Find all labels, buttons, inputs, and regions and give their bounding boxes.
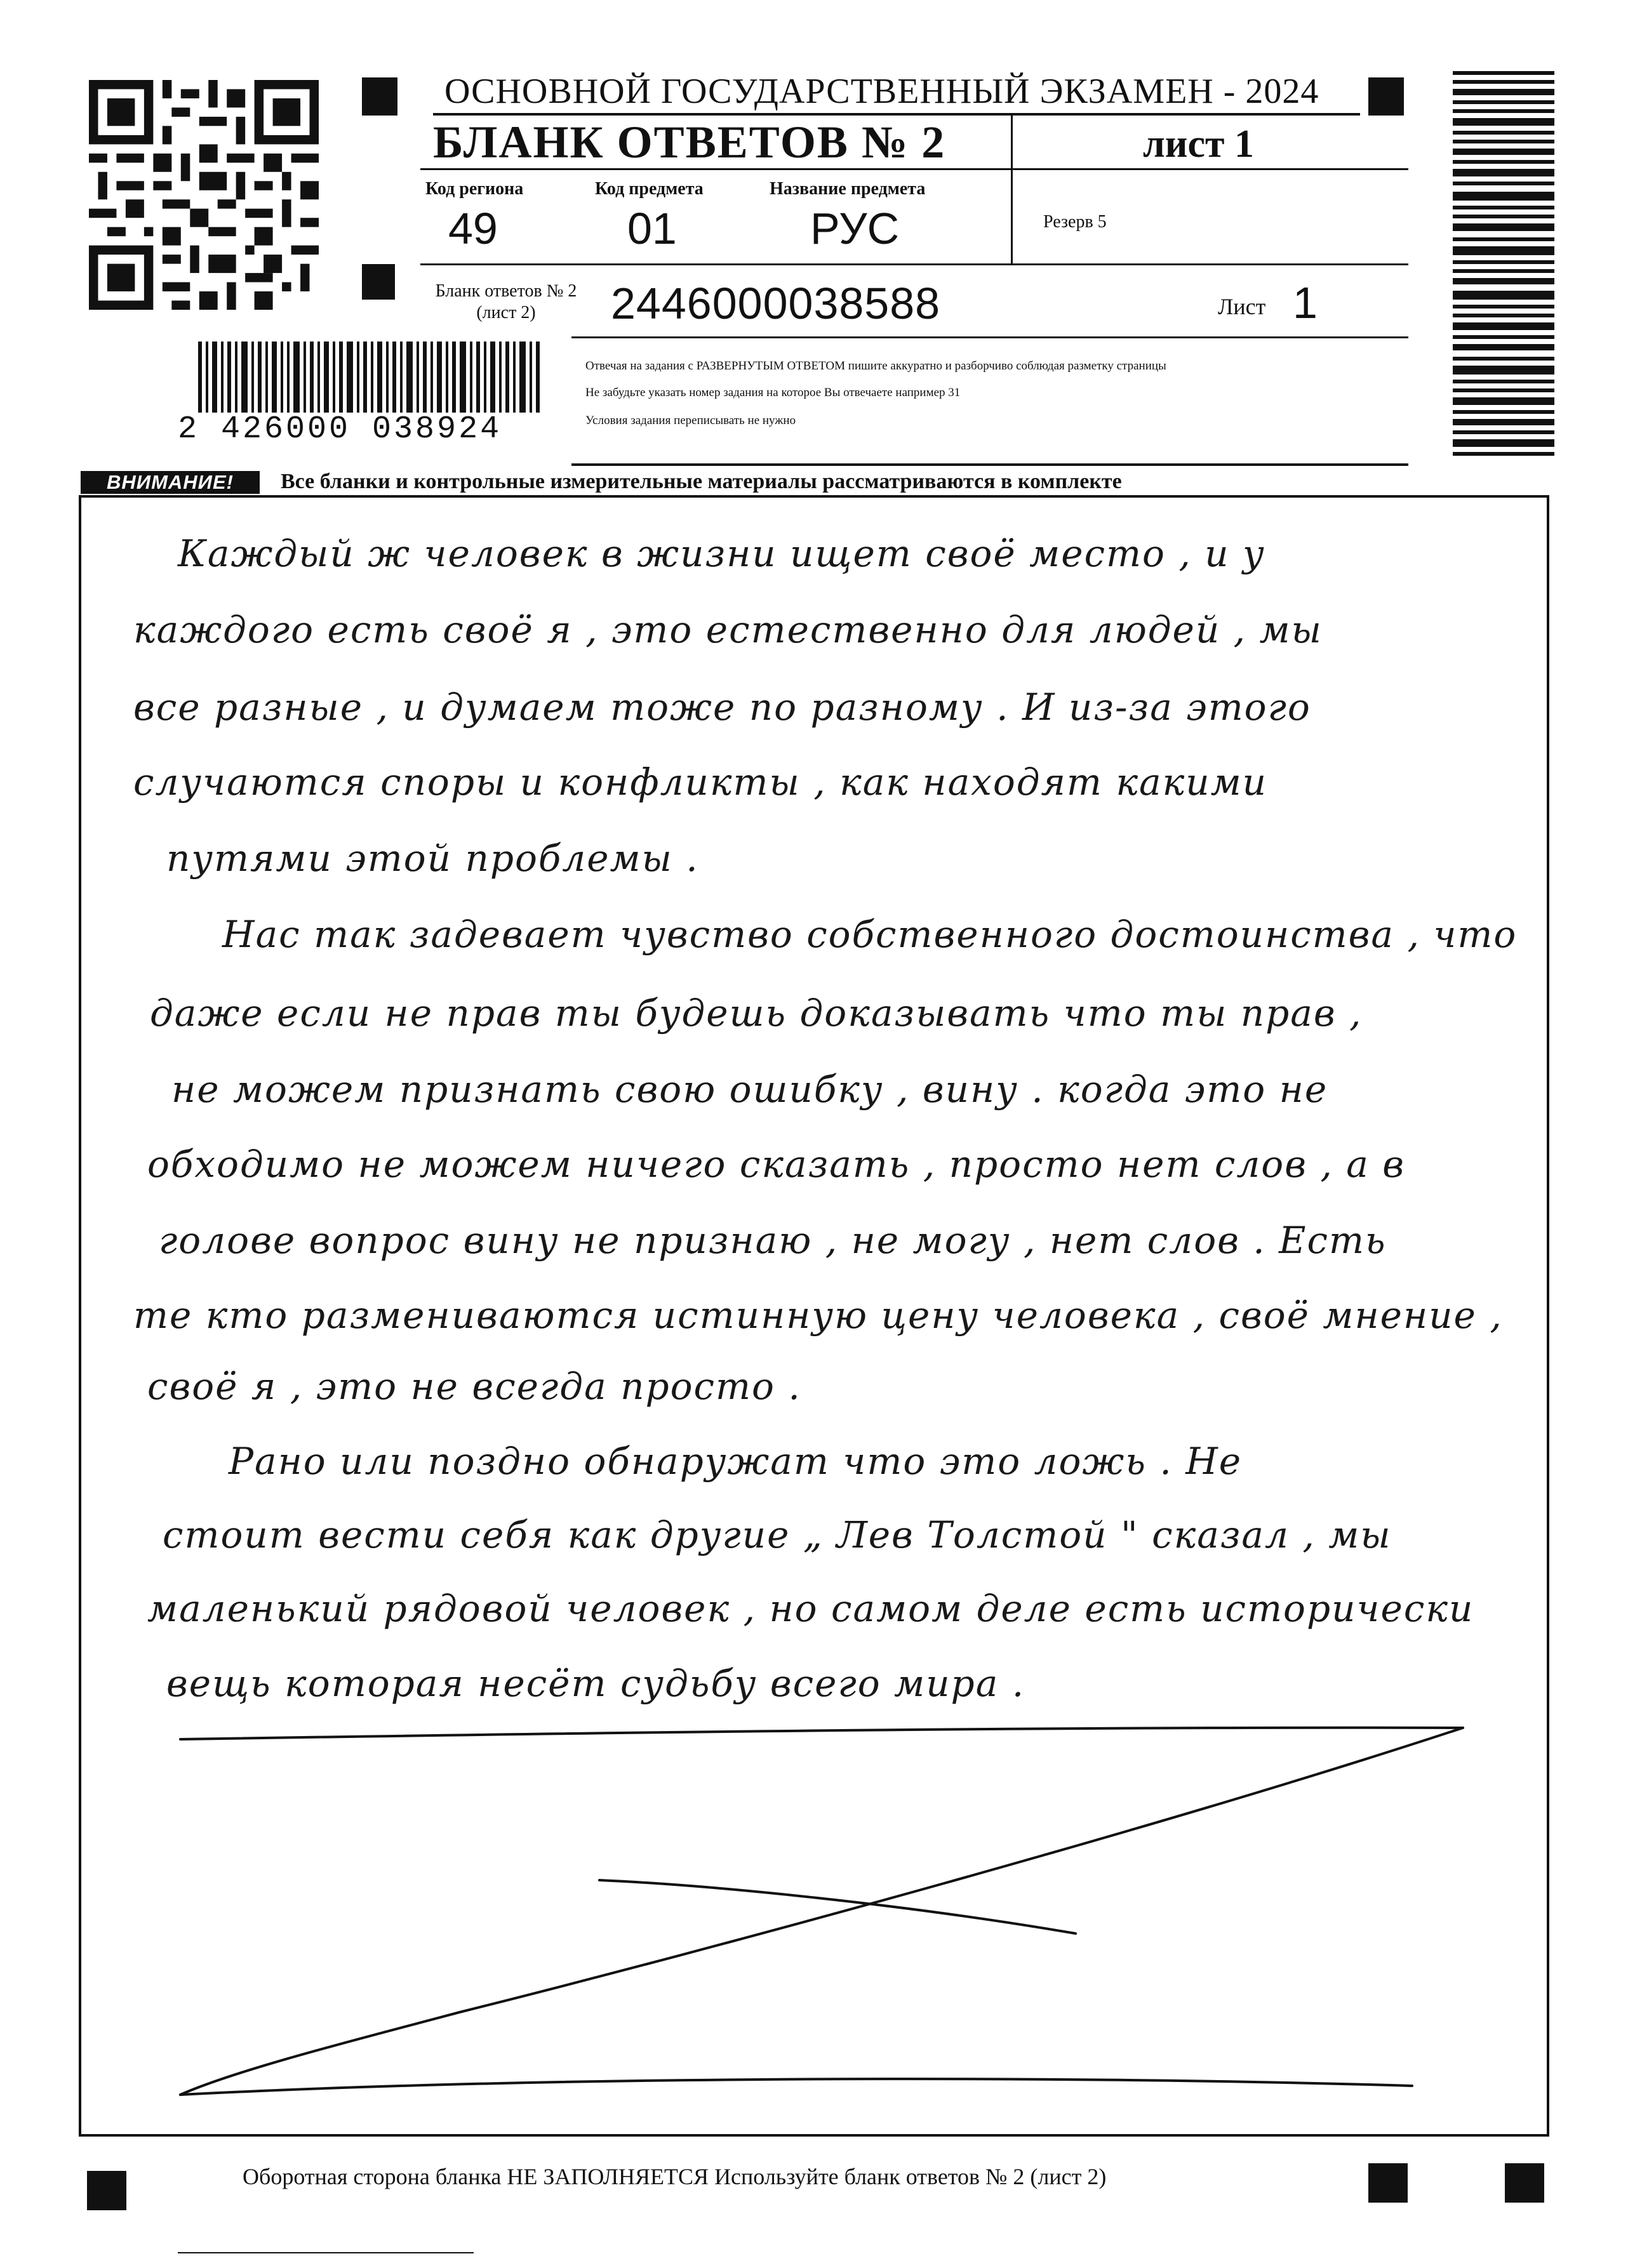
header-line-1 <box>420 168 1408 170</box>
answer-line-5: путями этой проблемы . <box>166 837 699 880</box>
subject-code-label: Код предмета <box>595 179 704 199</box>
unused-area-strike <box>79 1714 1549 2133</box>
answer-line-6: Нас так задевает чувство собственного достоинства , что <box>222 913 1518 956</box>
instruction-line-3: Условия задания переписывать не нужно <box>585 414 796 427</box>
answer-line-9: обходимо не можем ничего сказать , просто нет слов , а в <box>147 1143 1406 1186</box>
side-barcode <box>1453 71 1554 458</box>
alignment-marker-bottom-right <box>1505 2163 1544 2203</box>
header-line-2 <box>420 263 1408 265</box>
header-line-4 <box>571 463 1408 466</box>
answer-line-16: вещь которая несёт судьбу всего мира . <box>166 1662 1025 1705</box>
linked-form-label-line1: Бланк ответов № 2 <box>435 281 577 301</box>
exam-title-underline <box>433 113 1360 116</box>
answer-line-13: Рано или поздно обнаружат что это ложь . Не <box>229 1440 1243 1483</box>
linear-barcode <box>198 342 540 413</box>
form-title: БЛАНК ОТВЕТОВ № 2 <box>433 117 946 168</box>
answer-line-15: маленький рядовой человек , но самом деле есть исторически <box>147 1587 1474 1630</box>
answer-line-12: своё я , это не всегда просто . <box>147 1365 801 1408</box>
region-label: Код региона <box>425 179 524 199</box>
answer-line-1: Каждый ж человек в жизни ищет своё место , и у <box>178 532 1265 575</box>
answer-line-4: случаются споры и конфликты , как находят какими <box>133 760 1268 804</box>
footer-rule <box>178 2252 474 2253</box>
list-label: Лист <box>1218 294 1266 319</box>
answer-line-10: голове вопрос вину не признаю , не могу , нет слов . Есть <box>159 1219 1387 1262</box>
answer-line-11: те кто размениваются истинную цену человека , своё мнение , <box>133 1294 1503 1337</box>
alignment-marker-mid-left <box>362 264 395 300</box>
header-line-3 <box>571 336 1408 338</box>
reserve-field: Резерв 5 <box>1043 212 1107 232</box>
barcode-number: 2 426000 038924 <box>178 411 502 448</box>
instruction-line-2: Не забудьте указать номер задания на которое Вы отвечаете например 31 <box>585 386 961 399</box>
instruction-line-1: Отвечая на задания с РАЗВЕРНУТЫМ ОТВЕТОМ пишите аккуратно и разборчиво соблюдая разметку страницы <box>585 359 1166 373</box>
linked-form-label-line2: (лист 2) <box>476 303 536 322</box>
list-number: 1 <box>1293 278 1318 328</box>
qr-code <box>89 77 319 312</box>
subject-name-value: РУС <box>810 204 900 253</box>
answer-line-2: каждого есть своё я , это естественно для людей , мы <box>133 608 1323 651</box>
sheet-title: лист 1 <box>1143 123 1254 166</box>
alignment-marker-bottom-mid <box>1368 2163 1408 2203</box>
region-value: 49 <box>448 204 498 253</box>
alignment-marker-top-right <box>1368 77 1404 116</box>
exam-title: ОСНОВНОЙ ГОСУДАРСТВЕННЫЙ ЭКЗАМЕН - 2024 <box>444 72 1319 111</box>
answer-line-7: даже если не прав ты будешь доказывать что ты прав , <box>150 991 1363 1035</box>
subject-code-value: 01 <box>627 204 677 253</box>
header-divider-vertical <box>1011 116 1013 265</box>
blank-number: 2446000038588 <box>611 279 941 328</box>
answer-line-14: стоит вести себя как другие „ Лев Толстой " сказал , мы <box>163 1513 1392 1556</box>
answer-line-8: не можем признать свою ошибку , вину . когда это не <box>171 1068 1328 1111</box>
answer-line-3: все разные , и думаем тоже по разному . И из-за этого <box>133 686 1311 729</box>
attention-badge: ВНИМАНИЕ! <box>81 471 260 494</box>
subject-name-label: Название предмета <box>770 179 926 199</box>
alignment-marker-bottom-left <box>87 2171 126 2210</box>
linked-form-label <box>417 281 595 324</box>
attention-text: Все бланки и контрольные измерительные материалы рассматриваются в комплекте <box>281 470 1122 493</box>
footer-text: Оборотная сторона бланка НЕ ЗАПОЛНЯЕТСЯ Используйте бланк ответов № 2 (лист 2) <box>243 2164 1107 2189</box>
alignment-marker-top-left <box>362 77 397 116</box>
